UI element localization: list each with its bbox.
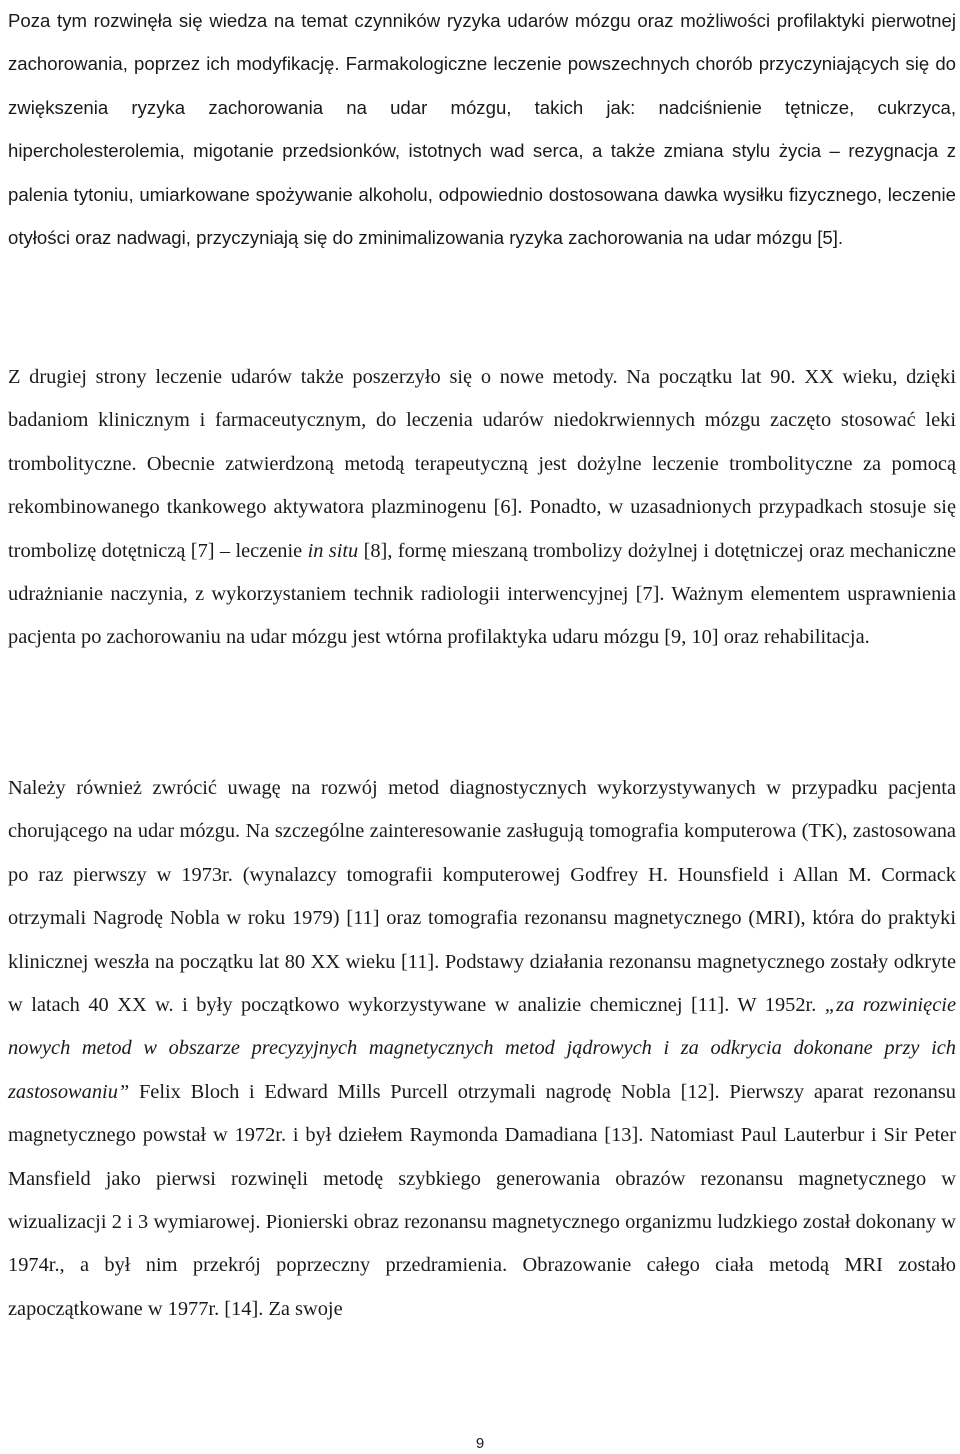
paragraph-text-segment: [8], formę mieszaną trombolizy dożylnej i dotętniczej oraz mechaniczne udrażnianie naczynia, z wykorzystaniem technik radiologii interwencyjnej [7]. Ważnym elementem usprawnienia pacjenta po zachorowaniu na udar mózgu jest wtórna profilaktyka udaru mózgu [9, 10] oraz rehabilitacja.	[8, 539, 956, 649]
italic-term: in situ	[307, 539, 359, 562]
italic-quote: „za rozwinięcie nowych metod w obszarze precyzyjnych magnetycznych metod jądrowych i za odkrycia dokonane przy ich zastosowaniu”	[8, 994, 956, 1103]
paragraph-treatment-methods	[8, 356, 956, 660]
paragraph-risk-factors: Poza tym rozwinęła się wiedza na temat czynników ryzyka udarów mózgu oraz możliwości profilaktyki pierwotnej zachorowania, poprzez ich modyfikację. Farmakologiczne leczenie powszechnych chorób przyczyniających się do zwiększenia ryzyka zachorowania na udar mózgu, takich jak: nadciśnienie tętnicze, cukrzyca, hipercholesterolemia, migotanie przedsionków, istotnych wad serca, a także zmiana stylu życia – rezygnacja z palenia tytoniu, umiarkowane spożywanie alkoholu, odpowiednio dostosowana dawka wysiłku fizycznego, leczenie otyłości oraz nadwagi, przyczyniają się do zminimalizowania ryzyka zachorowania na udar mózgu [5].	[8, 10, 956, 249]
paragraph-text-segment: Z drugiej strony leczenie udarów także poszerzyło się o nowe metody. Na początku lat 90. XX wieku, dzięki badaniom klinicznym i farmaceutycznym, do leczenia udarów niedokrwiennych mózgu zaczęto stosować leki trombolityczne. Obecnie zatwierdzoną metodą terapeutyczną jest dożylne leczenie trombolityczne za pomocą rekombinowanego tkankowego aktywatora plazminogenu [6]. Ponadto, w uzasadnionych przypadkach stosuje się trombolizę dotętniczą [7] – leczenie	[8, 366, 956, 562]
paragraph-text-segment: Felix Bloch i Edward Mills Purcell otrzymali nagrodę Nobla [12]. Pierwszy aparat rezonansu magnetycznego powstał w 1972r. i był dziełem Raymonda Damadiana [13]. Natomiast Paul Lauterbur i Sir Peter Mansfield jako pierwsi rozwinęli metodę szybkiego generowania obrazów rezonansu magnetycznego w wizualizacji 2 i 3 wymiarowej. Pionierski obraz rezonansu magnetycznego organizmu ludzkiego został dokonany w 1974r., a był nim przekrój poprzeczny przedramienia. Obrazowanie całego ciała metodą MRI zostało zapoczątkowane w 1977r. [14]. Za swoje	[8, 1080, 956, 1320]
page-number: 9	[475, 1435, 485, 1452]
paragraph-text-segment: Należy również zwrócić uwagę na rozwój metod diagnostycznych wykorzystywanych w przypadku pacjenta chorującego na udar mózgu. Na szczególne zainteresowanie zasługują tomografia komputerowa (TK), zastosowana po raz pierwszy w 1973r. (wynalazcy tomografii komputerowej Godfrey H. Hounsfield i Allan M. Cormack otrzymali Nagrodę Nobla w roku 1979) [11] oraz tomografia rezonansu magnetycznego (MRI), która do praktyki klinicznej weszła na początku lat 80 XX wieku [11]. Podstawy działania rezonansu magnetycznego zostały odkryte w latach 40 XX w. i były początkowo wykorzystywane w analizie chemicznej [11]. W 1952r.	[8, 777, 956, 1017]
paragraph-diagnostic-methods	[8, 767, 956, 1331]
